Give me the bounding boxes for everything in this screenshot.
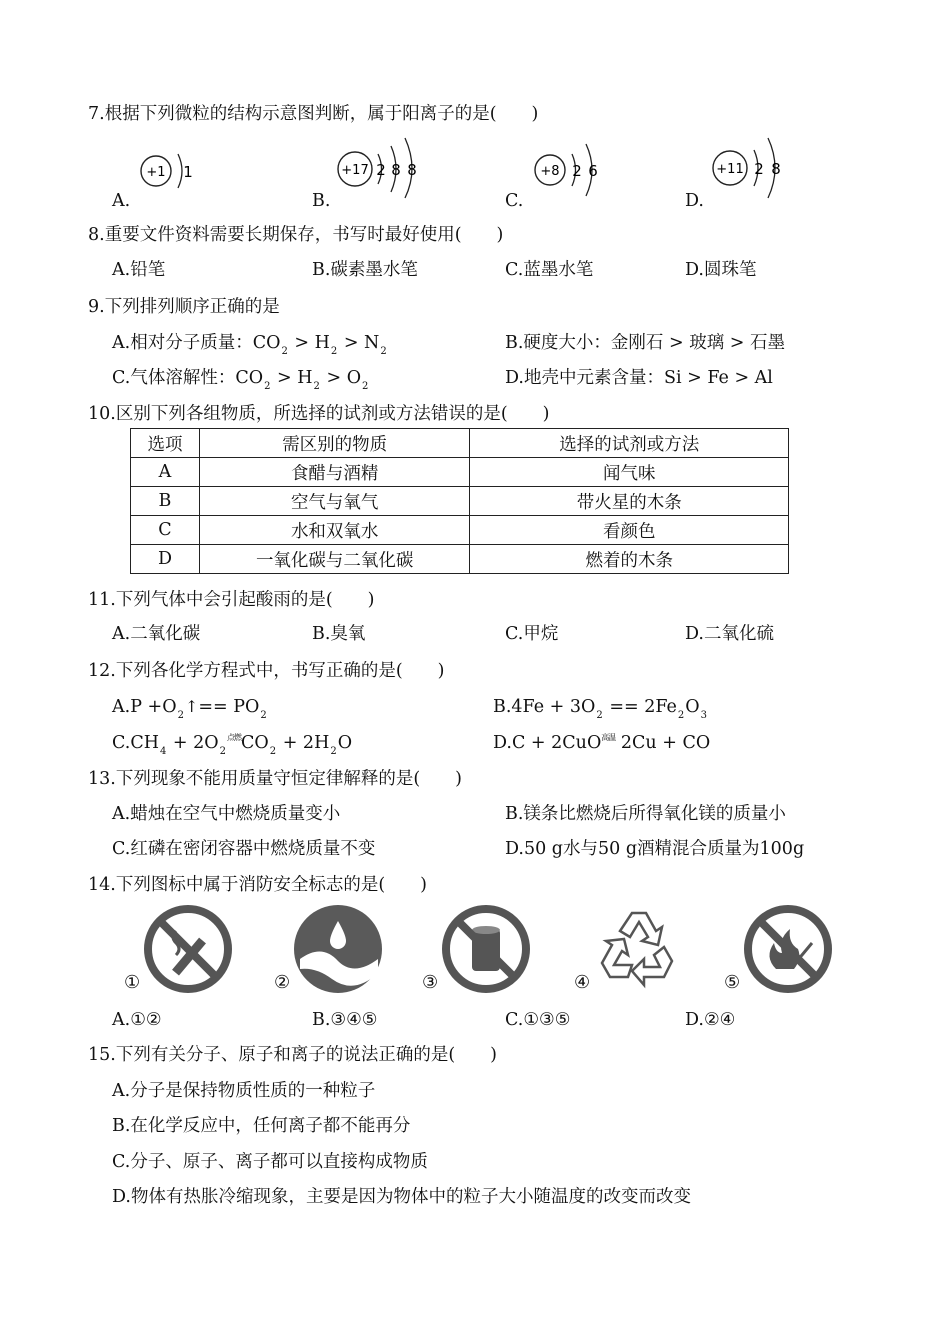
table-cell: 水和双氧水	[199, 516, 470, 545]
table-cell: D	[131, 545, 200, 574]
formula-part: CO	[241, 733, 269, 753]
sign-label-1: ①	[124, 972, 141, 993]
nucleus-b: +17	[341, 163, 369, 178]
option-11d: D.二氧化硫	[685, 624, 774, 644]
shell-c-1: 2	[572, 162, 582, 180]
option-11a: A.二氧化碳	[112, 624, 201, 644]
no-oil-drum-icon	[440, 903, 532, 999]
table-cell: 燃着的木条	[470, 545, 789, 574]
atom-diagram-a	[138, 146, 208, 200]
no-fire-icon	[742, 903, 834, 999]
subscript: 2	[362, 381, 369, 392]
subscript: 2	[281, 346, 288, 357]
option-12c	[112, 731, 352, 758]
formula-part: == PO	[198, 697, 260, 717]
sign-label-2: ②	[274, 972, 291, 993]
subscript: 2	[677, 710, 685, 721]
option-12b	[493, 695, 708, 719]
question-11-stem: 11.下列气体中会引起酸雨的是( )	[88, 590, 375, 610]
option-8d: D.圆珠笔	[685, 260, 757, 280]
atom-diagram-c	[532, 136, 612, 200]
subscript: 2	[219, 746, 227, 757]
question-7-stem: 7.根据下列微粒的结构示意图判断，属于阳离子的是( )	[88, 104, 539, 124]
question-10-stem: 10.区别下列各组物质，所选择的试剂或方法错误的是( )	[88, 404, 550, 424]
table-row	[131, 487, 789, 516]
formula-part: A.P +O	[112, 697, 177, 717]
table-cell: B	[131, 487, 200, 516]
table-header: 需区别的物质	[199, 429, 470, 458]
option-14a: A.①②	[112, 1010, 162, 1030]
option-14d: D.②④	[685, 1010, 736, 1030]
option-12a	[112, 695, 268, 719]
option-15c: C.分子、原子、离子都可以直接构成物质	[112, 1152, 428, 1172]
formula-part: O	[337, 733, 353, 753]
option-9c-prefix: C.气体溶解性：	[112, 368, 236, 388]
nucleus-c: +8	[540, 164, 560, 179]
option-8b: B.碳素墨水笔	[312, 260, 418, 280]
atom-diagram-d	[710, 132, 790, 201]
reaction-condition: 高温	[601, 733, 616, 742]
question-9-stem: 9.下列排列顺序正确的是	[88, 297, 280, 317]
table-cell: 空气与氧气	[199, 487, 470, 516]
question-15-stem: 15.下列有关分子、原子和离子的说法正确的是( )	[88, 1045, 497, 1065]
option-7c-label: C.	[505, 191, 524, 211]
question-12-stem: 12.下列各化学方程式中，书写正确的是( )	[88, 661, 445, 681]
option-15d: D.物体有热胀冷缩现象，主要是因为物体中的粒子大小随温度的改变而改变	[112, 1187, 691, 1207]
subscript: 3	[700, 710, 707, 721]
table-row	[131, 458, 789, 487]
option-8a: A.铅笔	[112, 260, 166, 280]
table-cell: 带火星的木条	[470, 487, 789, 516]
nucleus-a: +1	[146, 165, 166, 180]
formula-part: > H	[271, 368, 313, 388]
option-15a: A.分子是保持物质性质的一种粒子	[112, 1081, 376, 1101]
sign-label-5: ⑤	[724, 972, 741, 993]
option-9b: B.硬度大小：金刚石 > 玻璃 > 石墨	[505, 333, 785, 353]
subscript: 4	[159, 746, 167, 757]
option-15b: B.在化学反应中，任何离子都不能再分	[112, 1116, 411, 1136]
shell-d-2: 8	[771, 160, 781, 178]
shell-b-1: 2	[376, 161, 386, 179]
option-8c: C.蓝墨水笔	[505, 260, 594, 280]
option-13a: A.蜡烛在空气中燃烧质量变小	[112, 804, 341, 824]
table-row	[131, 516, 789, 545]
option-7d-label: D.	[685, 191, 704, 211]
question-13-stem: 13.下列现象不能用质量守恒定律解释的是( )	[88, 769, 462, 789]
option-9d: D.地壳中元素含量：Si > Fe > Al	[505, 368, 773, 388]
table-cell: 一氧化碳与二氧化碳	[199, 545, 470, 574]
subscript: 2	[380, 346, 387, 357]
up-arrow-icon: ↑	[184, 697, 199, 716]
shell-d-1: 2	[754, 160, 764, 178]
table-cell: A	[131, 458, 200, 487]
formula-part: O	[685, 697, 700, 717]
formula-part: 2Cu + CO	[615, 733, 711, 753]
question-14-stem: 14.下列图标中属于消防安全标志的是( )	[88, 875, 427, 895]
formula-part: C.CH	[112, 733, 159, 753]
option-14c: C.①③⑤	[505, 1010, 571, 1030]
option-11c: C.甲烷	[505, 624, 559, 644]
option-9a-prefix: A.相对分子质量：	[112, 333, 253, 353]
table-cell: 食醋与酒精	[199, 458, 470, 487]
formula-part: B.4Fe + 3O	[493, 697, 596, 717]
sign-label-4: ④	[574, 972, 591, 993]
formula-part: > O	[320, 368, 362, 388]
table-header: 选项	[131, 429, 200, 458]
shell-c-2: 6	[588, 162, 598, 180]
subscript: 2	[330, 346, 338, 357]
table-cell: 看颜色	[470, 516, 789, 545]
option-12d	[493, 731, 710, 758]
table-header-row	[131, 429, 789, 458]
shell-a-1: 1	[183, 163, 193, 181]
formula-part: CO	[235, 368, 264, 388]
no-smoking-icon	[142, 903, 234, 999]
subscript: 2	[313, 381, 320, 392]
reaction-condition: 点燃	[227, 733, 242, 742]
formula-part: D.C + 2CuO	[493, 733, 602, 753]
nucleus-d: +11	[716, 162, 744, 177]
table-row	[131, 545, 789, 574]
water-saving-icon	[292, 903, 384, 999]
formula-part: > N	[338, 333, 380, 353]
shell-b-2: 8	[391, 161, 401, 179]
option-9c	[112, 366, 369, 390]
option-14b: B.③④⑤	[312, 1010, 378, 1030]
formula-part: + 2H	[277, 733, 330, 753]
sign-label-3: ③	[422, 972, 439, 993]
option-7b-label: B.	[312, 191, 331, 211]
subscript: 2	[269, 746, 277, 757]
subscript: 2	[330, 746, 337, 757]
option-13d: D.50 g水与50 g酒精混合质量为100g	[505, 839, 805, 859]
subscript: 2	[260, 710, 267, 721]
table-cell: C	[131, 516, 200, 545]
option-13b: B.镁条比燃烧后所得氧化镁的质量小	[505, 804, 786, 824]
subscript: 2	[264, 381, 271, 392]
option-7a-label: A.	[112, 191, 131, 211]
question-8-stem: 8.重要文件资料需要长期保存，书写时最好使用( )	[88, 225, 504, 245]
atom-diagram-b	[335, 132, 430, 201]
formula-part: CO	[252, 333, 281, 353]
formula-part: == 2Fe	[603, 697, 677, 717]
option-13c: C.红磷在密闭容器中燃烧质量不变	[112, 839, 376, 859]
subscript: 2	[596, 710, 603, 721]
table-cell: 闻气味	[470, 458, 789, 487]
option-11b: B.臭氧	[312, 624, 366, 644]
option-9a	[112, 331, 388, 355]
comparison-table	[130, 428, 789, 574]
table-header: 选择的试剂或方法	[470, 429, 789, 458]
subscript: 2	[177, 710, 184, 721]
shell-b-3: 8	[407, 161, 417, 179]
formula-part: > H	[288, 333, 330, 353]
recycle-icon	[592, 903, 684, 999]
formula-part: + 2O	[167, 733, 219, 753]
